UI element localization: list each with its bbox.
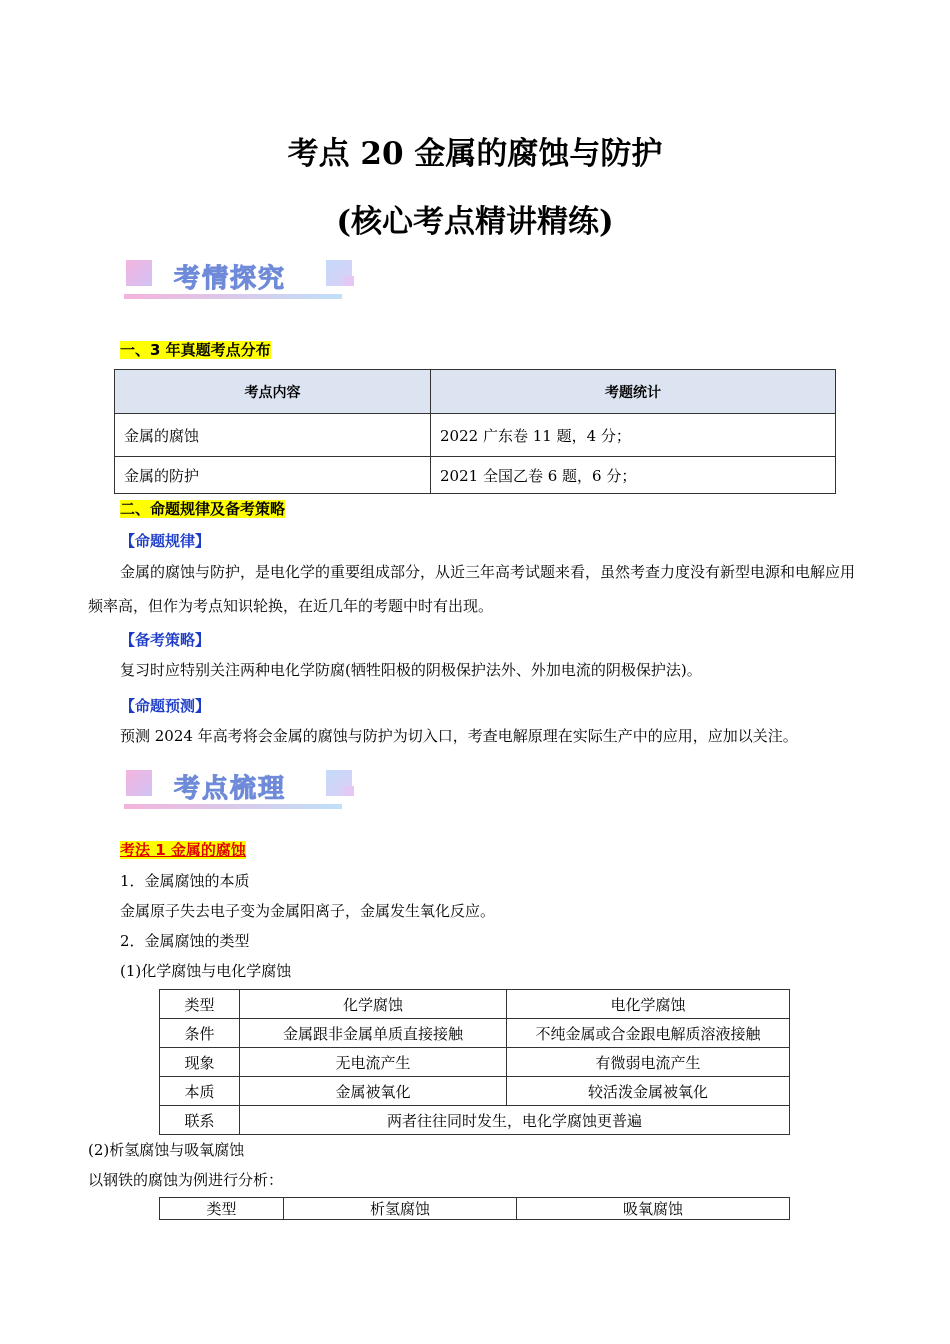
table-row: 条件 金属跟非金属单质直接接触 不纯金属或合金跟电解质溶液接触 [160, 1019, 790, 1048]
table-header: 类型 [160, 1198, 284, 1220]
strategy-label: 【备考策略】 [120, 631, 211, 649]
page-title: 考点 20 金属的腐蚀与防护 [287, 136, 663, 172]
sub2-text: 以钢铁的腐蚀为例进行分析： [88, 1171, 284, 1189]
section-banner-exam-analysis [124, 258, 354, 308]
hydrogen-oxygen-corrosion-table [159, 1197, 790, 1220]
banner-text: 考点梳理 [174, 774, 287, 804]
predict-label: 【命题预测】 [120, 697, 211, 715]
predict-text: 预测 2024 年高考将会金属的腐蚀与防护为切入口，考查电解原理在实际生产中的应用，应加以关注。 [120, 727, 798, 745]
sub1-heading: (1)化学腐蚀与电化学腐蚀 [120, 962, 292, 980]
banner-text: 考情探究 [174, 264, 287, 294]
table-header: 考点内容 [115, 370, 431, 414]
table-row: 现象 无电流产生 有微弱电流产生 [160, 1048, 790, 1077]
page-subtitle: (核心考点精讲精练) [336, 204, 614, 240]
table-row: 联系 两者往往同时发生，电化学腐蚀更普遍 [160, 1106, 790, 1135]
table-header: 电化学腐蚀 [507, 990, 790, 1019]
item2-heading: 2．金属腐蚀的类型 [120, 932, 250, 950]
table-header: 吸氧腐蚀 [517, 1198, 790, 1220]
rule-text: 金属的腐蚀与防护，是电化学的重要组成部分，从近三年高考试题来看，虽然考查力度没有新型电源和电解应用频率高，但作为考点知识轮换，在近几年的考题中时有出现。 [88, 563, 856, 615]
strategy-text: 复习时应特别关注两种电化学防腐(牺牲阳极的阴极保护法外、外加电流的阴极保护法)。 [120, 661, 702, 679]
section1-heading: 一、3 年真题考点分布 [120, 341, 271, 359]
table-row: 本质 金属被氧化 较活泼金属被氧化 [160, 1077, 790, 1106]
sub2-heading: (2)析氢腐蚀与吸氧腐蚀 [88, 1141, 245, 1159]
rule-label: 【命题规律】 [120, 532, 211, 550]
item1-heading: 1．金属腐蚀的本质 [120, 872, 250, 890]
table-header: 析氢腐蚀 [284, 1198, 517, 1220]
section-banner-key-points [124, 768, 354, 818]
method1-heading: 考法 1 金属的腐蚀 [120, 841, 246, 859]
exam-distribution-table [114, 369, 836, 494]
table-header: 考题统计 [431, 370, 836, 414]
corrosion-type-table [159, 989, 790, 1135]
table-row: 金属的腐蚀 2022 广东卷 11 题，4 分； [115, 414, 836, 457]
section2-heading: 二、命题规律及备考策略 [120, 500, 286, 518]
item1-text: 金属原子失去电子变为金属阳离子，金属发生氧化反应。 [120, 902, 496, 920]
table-header: 化学腐蚀 [240, 990, 507, 1019]
table-header: 类型 [160, 990, 240, 1019]
table-row: 金属的防护 2021 全国乙卷 6 题，6 分； [115, 457, 836, 494]
